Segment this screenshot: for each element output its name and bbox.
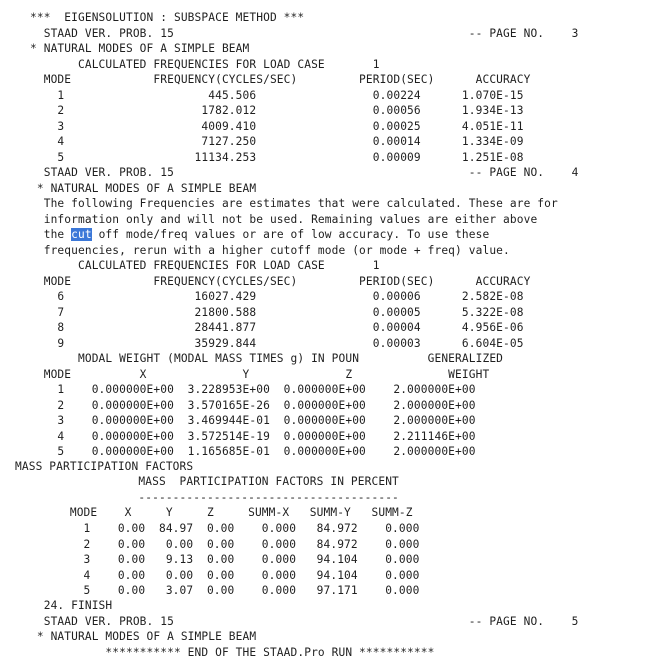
output-line: 2 0.000000E+00 3.570165E-26 0.000000E+00 2.000000E+00 xyxy=(30,399,476,412)
output-line: 5 0.00 3.07 0.00 0.000 97.171 0.000 xyxy=(15,584,420,597)
output-line: STAAD VER. PROB. 15 -- PAGE NO. 3 xyxy=(30,27,579,40)
selected-text-highlight[interactable]: cut xyxy=(71,228,92,241)
output-line: MODE FREQUENCY(CYCLES/SEC) PERIOD(SEC) ACCURACY xyxy=(30,73,531,86)
output-line: 4 7127.250 0.00014 1.334E-09 xyxy=(30,135,524,148)
output-line: 3 0.000000E+00 3.469944E-01 0.000000E+00 2.000000E+00 xyxy=(30,414,476,427)
output-line: 5 11134.253 0.00009 1.251E-08 xyxy=(30,151,524,164)
output-line: 3 0.00 9.13 0.00 0.000 94.104 0.000 xyxy=(15,553,420,566)
output-line: frequencies, rerun with a higher cutoff mode (or mode + freq) value. xyxy=(30,244,510,257)
output-line: CALCULATED FREQUENCIES FOR LOAD CASE 1 xyxy=(30,259,380,272)
output-line: 1 0.00 84.97 0.00 0.000 84.972 0.000 xyxy=(15,522,420,535)
output-line: The following Frequencies are estimates that were calculated. These are for xyxy=(30,197,558,210)
output-line: 4 0.000000E+00 3.572514E-19 0.000000E+00 2.211146E+00 xyxy=(30,430,476,443)
output-line: CALCULATED FREQUENCIES FOR LOAD CASE 1 xyxy=(30,58,380,71)
output-line: STAAD VER. PROB. 15 -- PAGE NO. 5 xyxy=(30,615,579,628)
output-line: 6 16027.429 0.00006 2.582E-08 xyxy=(30,290,524,303)
output-line: *********** END OF THE STAAD.Pro RUN *********** xyxy=(30,646,435,659)
output-line: information only and will not be used. Remaining values are either above xyxy=(30,213,538,226)
output-line: MODE X Y Z SUMM-X SUMM-Y SUMM-Z xyxy=(15,506,413,519)
output-line: the cut off mode/freq values or are of low accuracy. To use these xyxy=(30,228,490,241)
output-line: 4 0.00 0.00 0.00 0.000 94.104 0.000 xyxy=(15,569,420,582)
output-line: 2 1782.012 0.00056 1.934E-13 xyxy=(30,104,524,117)
output-line: MASS PARTICIPATION FACTORS IN PERCENT xyxy=(15,475,399,488)
output-line: 3 4009.410 0.00025 4.051E-11 xyxy=(30,120,524,133)
output-line: 7 21800.588 0.00005 5.322E-08 xyxy=(30,306,524,319)
output-line: 9 35929.844 0.00003 6.604E-05 xyxy=(30,337,524,350)
output-line: * NATURAL MODES OF A SIMPLE BEAM xyxy=(30,630,257,643)
output-line: 1 445.506 0.00224 1.070E-15 xyxy=(30,89,524,102)
output-line: * NATURAL MODES OF A SIMPLE BEAM xyxy=(30,182,257,195)
output-line: MODE FREQUENCY(CYCLES/SEC) PERIOD(SEC) ACCURACY xyxy=(30,275,531,288)
output-line: 5 0.000000E+00 1.165685E-01 0.000000E+00 2.000000E+00 xyxy=(30,445,476,458)
output-line: 2 0.00 0.00 0.00 0.000 84.972 0.000 xyxy=(15,538,420,551)
output-line: MODAL WEIGHT (MODAL MASS TIMES g) IN POUN GENERALIZED xyxy=(30,352,504,365)
output-line: 8 28441.877 0.00004 4.956E-06 xyxy=(30,321,524,334)
output-line: 1 0.000000E+00 3.228953E+00 0.000000E+00 2.000000E+00 xyxy=(30,383,476,396)
output-line: MODE X Y Z WEIGHT xyxy=(30,368,490,381)
output-line: MASS PARTICIPATION FACTORS xyxy=(15,460,194,473)
output-line: -------------------------------------- xyxy=(15,491,399,504)
output-line: 24. FINISH xyxy=(30,599,113,612)
output-line: * NATURAL MODES OF A SIMPLE BEAM xyxy=(30,42,250,55)
output-line: *** EIGENSOLUTION : SUBSPACE METHOD *** xyxy=(30,11,305,24)
output-line: STAAD VER. PROB. 15 -- PAGE NO. 4 xyxy=(30,166,579,179)
